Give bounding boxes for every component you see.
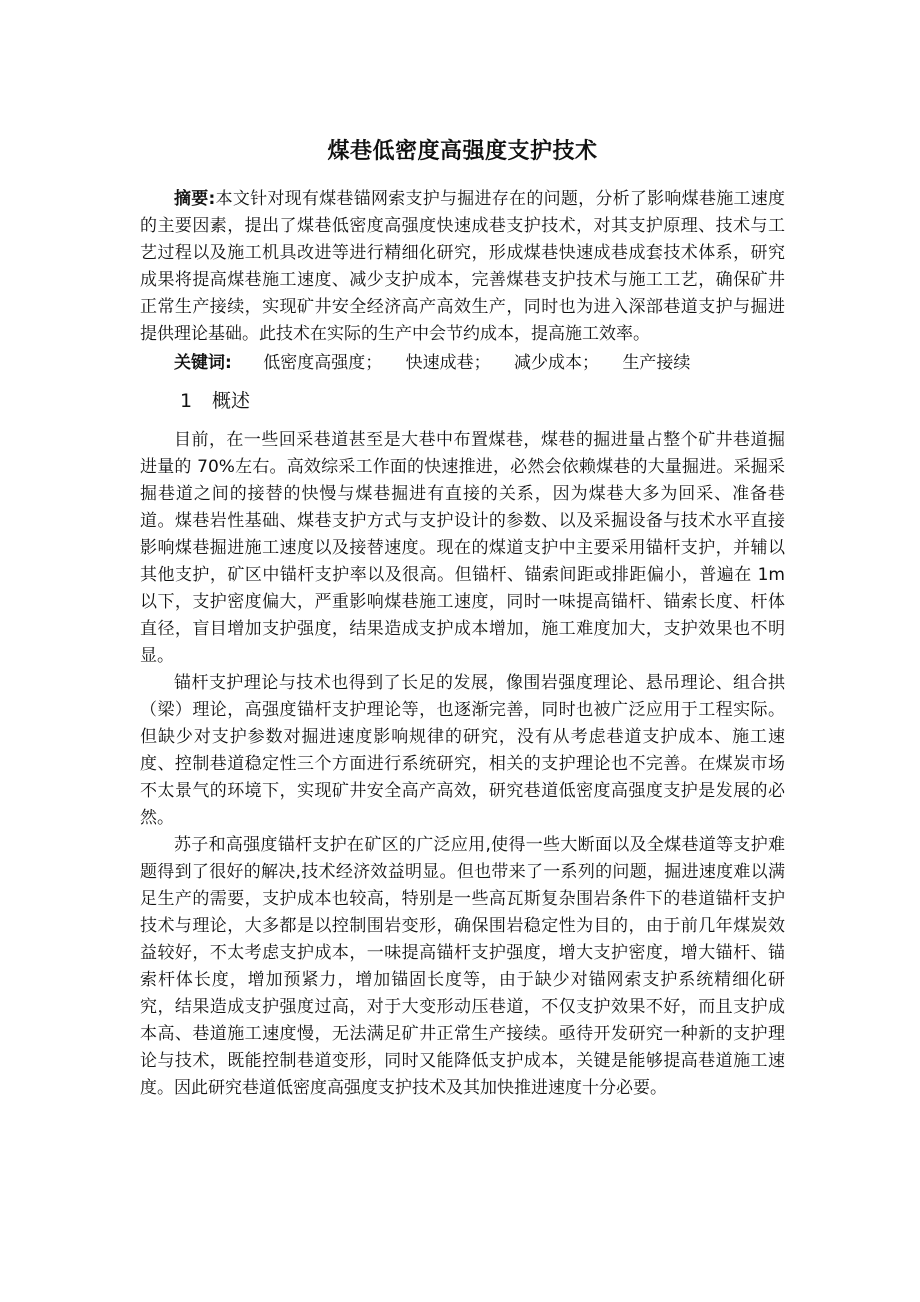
section-heading: [140, 381, 785, 421]
keyword-item: 低密度高强度；: [263, 353, 383, 373]
keyword-item: 减少成本；: [514, 353, 600, 373]
body-paragraph: 锚杆支护理论与技术也得到了长足的发展，像围岩强度理论、悬吊理论、组合拱（梁）理论，高强度锚杆支护理论等，也逐渐完善，同时也被广泛应用于工程实际。但缺少对支护参数对掘进速度影响规律的研究，没有从考虑巷道支护成本、施工速度、控制巷道稳定性三个方面进行系统研究，相关的支护理论也不完善。在煤炭市场不太景气的环境下，实现矿井安全高产高效，研究巷道低密度高强度支护是发展的必然。: [140, 673, 785, 828]
keywords-label: 关键词:: [174, 353, 232, 373]
keyword-item: 快速成巷；: [405, 353, 491, 373]
body-paragraph: 苏子和高强度锚杆支护在矿区的广泛应用,使得一些大断面以及全煤巷道等支护难题得到了很好的解决,技术经济效益明显。但也带来了一系列的问题，掘进速度难以满足生产的需要，支护成本也较高，特别是一些高瓦斯复杂围岩条件下的巷道锚杆支护技术与理论，大多都是以控制围岩变形，确保围岩稳定性为目的，由于前几年煤炭效益较好，不太考虑支护成本，一味提高锚杆支护强度，增大支护密度，增大锚杆、锚索杆体长度，增加预紧力，增加锚固长度等，由于缺少对锚网索支护系统精细化研究，结果造成支护强度过高，对于大变形动压巷道，不仅支护效果不好，而且支护成本高、巷道施工速度慢，无法满足矿井正常生产接续。亟待开发研究一种新的支护理论与技术，既能控制巷道变形，同时又能降低支护成本，关键是能够提高巷道施工速度。因此研究巷道低密度高强度支护技术及其加快推进速度十分必要。: [140, 835, 785, 1098]
keywords-line: [140, 350, 785, 377]
body-paragraph: 目前，在一些回采巷道甚至是大巷中布置煤巷，煤巷的掘进量占整个矿井巷道掘进量的 70%左右。高效综采工作面的快速推进，必然会依赖煤巷的大量掘进。采掘采掘巷道之间的接替的快慢与煤巷掘进有直接的关系，因为煤巷大多为回采、准备巷道。煤巷岩性基础、煤巷支护方式与支护设计的参数、以及采掘设备与技术水平直接影响煤巷掘进施工速度以及接替速度。现在的煤道支护中主要采用锚杆支护，并辅以其他支护，矿区中锚杆支护率以及很高。但锚杆、锚索间距或排距偏小，普遍在 1m 以下，支护密度偏大，严重影响煤巷施工速度，同时一味提高锚杆、锚索长度、杆体直径，盲目增加支护强度，结果造成支护成本增加，施工难度加大，支护效果也不明显。: [140, 430, 785, 666]
abstract-text: 本文针对现有煤巷锚网索支护与掘进存在的问题，分析了影响煤巷施工速度的主要因素，提出了煤巷低密度高强度快速成巷支护技术，对其支护原理、技术与工艺过程以及施工机具改进等进行精细化研究，形成煤巷快速成巷成套技术体系，研究成果将提高煤巷施工速度、减少支护成本，完善煤巷支护技术与施工工艺，确保矿井正常生产接续，实现矿井安全经济高产高效生产，同时也为进入深部巷道支护与掘进提供理论基础。此技术在实际的生产中会节约成本，提高施工效率。: [140, 189, 785, 344]
document-body: [140, 132, 785, 1102]
section-number: 1: [180, 390, 193, 412]
abstract-paragraph: [140, 186, 785, 348]
abstract-label: 摘要:: [174, 189, 216, 209]
section-title: 概述: [212, 390, 251, 412]
document-title: 煤巷低密度高强度支护技术: [327, 139, 598, 164]
keyword-item: 生产接续: [622, 353, 691, 373]
